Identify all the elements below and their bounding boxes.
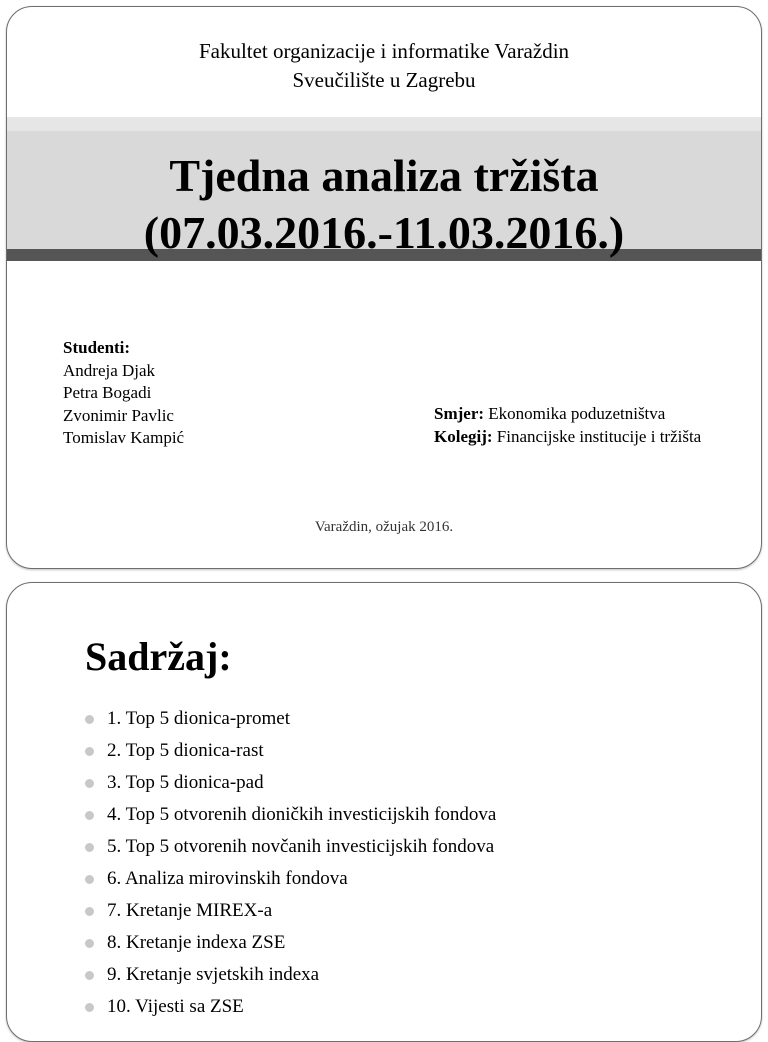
smjer-line [434, 402, 701, 425]
bullet-icon [85, 811, 94, 820]
list-item [85, 863, 496, 895]
list-item-text: 4. Top 5 otvorenih dioničkih investicijskih fondova [107, 804, 497, 825]
students-block [63, 337, 184, 450]
contents-list [85, 703, 496, 1023]
bullet-icon [85, 843, 94, 852]
students-label: Studenti: [63, 338, 131, 357]
list-item-text: 6. Analiza mirovinskih fondova [107, 868, 348, 889]
kolegij-label: Kolegij: [434, 427, 493, 446]
student-name: Zvonimir Pavlic [63, 405, 174, 425]
list-item-text: 3. Top 5 dionica-pad [107, 772, 264, 793]
list-item [85, 991, 496, 1023]
title-line-1: Tjedna analiza tržišta [169, 150, 599, 201]
list-item-text: 9. Kretanje svjetskih indexa [107, 964, 320, 985]
list-item [85, 959, 496, 991]
bullet-icon [85, 747, 94, 756]
list-item [85, 895, 496, 927]
place-date: Varaždin, ožujak 2016. [314, 519, 454, 535]
university-name: Sveučilište u Zagrebu [292, 68, 476, 92]
kolegij-value: Financijske institucije i tržišta [496, 427, 702, 446]
bullet-icon [85, 1003, 94, 1012]
student-name: Andreja Djak [63, 360, 156, 380]
contents-slide [6, 582, 762, 1042]
title-slide [6, 6, 762, 569]
bullet-icon [85, 907, 94, 916]
list-item [85, 831, 496, 863]
list-item [85, 703, 496, 735]
student-name: Petra Bogadi [63, 383, 152, 402]
university-header [7, 37, 761, 95]
list-item-text: 5. Top 5 otvorenih novčanih investicijskih fondova [107, 836, 495, 857]
list-item-text: 1. Top 5 dionica-promet [107, 708, 291, 729]
student-name: Tomislav Kampić [63, 428, 185, 447]
bullet-icon [85, 715, 94, 724]
bullet-icon [85, 939, 94, 948]
list-item [85, 799, 496, 831]
contents-title: Sadržaj: [85, 634, 232, 679]
list-item [85, 735, 496, 767]
list-item [85, 927, 496, 959]
kolegij-line [434, 425, 701, 448]
bullet-icon [85, 779, 94, 788]
faculty-name: Fakultet organizacije i informatike Varaždin [198, 39, 570, 63]
title-band-top [7, 117, 761, 131]
slide-title [7, 147, 761, 261]
list-item [85, 767, 496, 799]
bullet-icon [85, 875, 94, 884]
list-item-text: 7. Kretanje MIREX-a [107, 900, 273, 921]
smjer-value: Ekonomika poduzetništva [488, 404, 666, 423]
list-item-text: 10. Vijesti sa ZSE [107, 996, 244, 1017]
bullet-icon [85, 971, 94, 980]
course-info [434, 402, 701, 448]
list-item-text: 8. Kretanje indexa ZSE [107, 932, 286, 953]
title-line-2: (07.03.2016.-11.03.2016.) [143, 207, 625, 258]
smjer-label: Smjer: [434, 404, 485, 423]
list-item-text: 2. Top 5 dionica-rast [107, 740, 264, 761]
